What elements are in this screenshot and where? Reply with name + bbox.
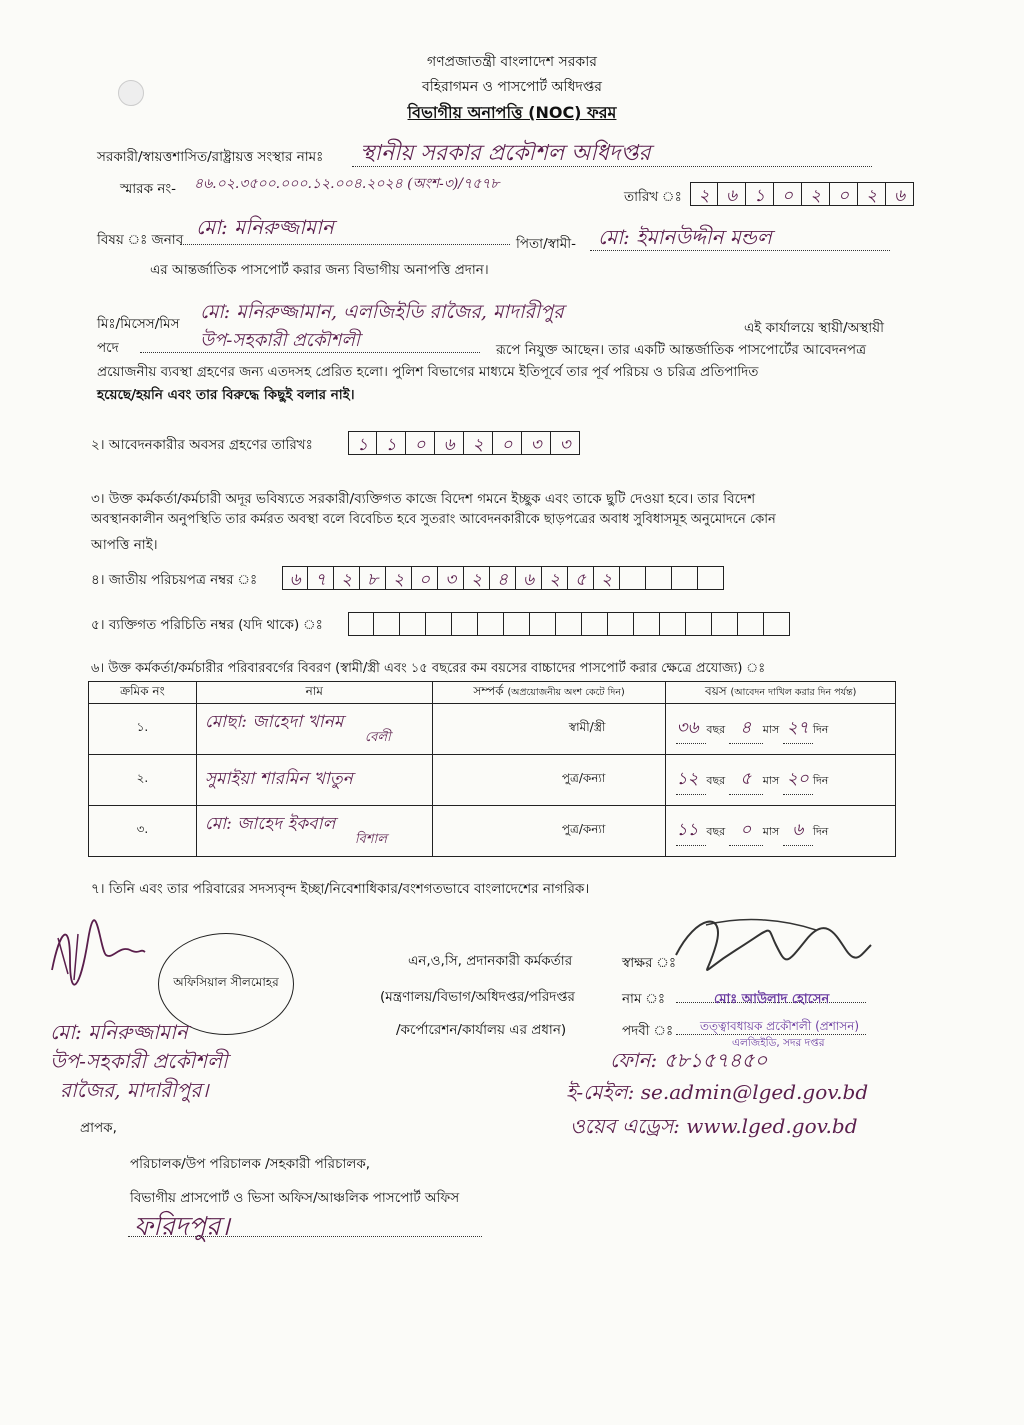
nid-digit: ৩: [438, 566, 464, 590]
date-digit: ৬: [718, 182, 746, 206]
row-age-cell: [666, 806, 896, 857]
pid-box: [712, 612, 738, 636]
retirement-digit: ১: [377, 431, 406, 455]
subject-name: মো: মনিরুজ্জামান: [196, 215, 334, 239]
para1-name: মো: মনিরুজ্জামান, এলজিইডি রাজৈর, মাদারীপুর: [200, 301, 564, 323]
unit-year: বছর: [706, 824, 726, 838]
retirement-digit: ৬: [435, 431, 464, 455]
recipient-office: ফরিদপুর।: [134, 1212, 230, 1242]
pid-box: [608, 612, 634, 636]
age-months: ০: [729, 817, 763, 846]
pid-box: [556, 612, 582, 636]
nid-digit: ৬: [282, 566, 308, 590]
item7-text: ৭। তিনি এবং তার পরিবারের সদস্যবৃন্দ ইচ্ছা/নিবেশাধিকার/বংশগতভাবে বাংলাদেশের নাগরিক।: [91, 881, 590, 897]
nid-digit: ৫: [568, 566, 594, 590]
row-serial: ২.: [89, 755, 197, 806]
item4-label: ৪। জাতীয় পরিচয়পত্র নম্বর ঃ: [91, 572, 258, 588]
row-relation-cell: [432, 704, 666, 755]
applicant-line1: মো: মনিরুজ্জামান: [50, 1020, 188, 1044]
item3-line2: অবস্থানকালীন অনুপস্থিতি তার কর্মরত অবস্থা বলে বিবেচিত হবে সুতরাং আবেদনকারীকে ছাড়পত্রের অবাধ সুবিধাসমূহ অনুমোদনে কোন: [91, 512, 776, 527]
retirement-digit: ২: [464, 431, 493, 455]
col-relation: [432, 682, 666, 704]
sign-label: স্বাক্ষর ঃ: [622, 955, 677, 971]
father-value: মো: ইমানউদ্দীন মন্ডল: [598, 225, 772, 249]
age-years: ১১: [676, 817, 706, 846]
nid-digit: [620, 566, 646, 590]
nid-digit: ৬: [516, 566, 542, 590]
col-relation-label: সম্পর্ক: [473, 683, 504, 698]
org-label: সরকারী/স্বায়ত্তশাসিত/রাষ্ট্রায়ত্ত সংস্থার নামঃ: [97, 149, 324, 165]
col-serial: ক্রমিক নং: [89, 682, 197, 704]
row-name-cell: [196, 755, 432, 806]
nid-digit: [672, 566, 698, 590]
col-age: [666, 682, 896, 704]
row-name: মো: জাহেদ ইকবাল: [204, 813, 336, 834]
row-age-cell: [666, 755, 896, 806]
age-months: ৪: [729, 715, 763, 744]
pid-box: [452, 612, 478, 636]
pid-box: [504, 612, 530, 636]
row-age-cell: [666, 704, 896, 755]
row-name-cell: [196, 806, 432, 857]
date-digit: ২: [690, 182, 718, 206]
unit-day: দিন: [812, 722, 829, 736]
pid-box: [426, 612, 452, 636]
officer-name: মোঃ আউলাদ হোসেন: [714, 992, 830, 1007]
org-dotline: [352, 166, 872, 167]
recipient-label: প্রাপক,: [80, 1120, 117, 1136]
memo-date-label: তারিখ ঃ: [624, 189, 682, 205]
para1-line3: প্রয়োজনীয় ব্যবস্থা গ্রহণের জন্য এতদসহ প্রেরিত হলো। পুলিশ বিভাগের মাধ্যমে ইতিপূর্বে তার পূর্ব পরিচয় ও চরিত্র প্রতিপাদিত: [97, 364, 759, 380]
col-relation-note: (অপ্রয়োজনীয় অংশ কেটে দিন): [507, 686, 625, 698]
name-label: নাম ঃ: [622, 991, 666, 1007]
unit-year: বছর: [706, 722, 726, 736]
row-name-cell: [196, 704, 432, 755]
row-relation: পুত্র/কন্যা: [561, 822, 606, 836]
date-digit: ১: [746, 182, 774, 206]
unit-month: মাস: [762, 722, 780, 736]
applicant-signature: [40, 910, 150, 1000]
date-digit: ২: [802, 182, 830, 206]
unit-year: বছর: [706, 773, 726, 787]
officer-web: ওয়েব এড্রেস: www.lged.gov.bd: [570, 1114, 858, 1138]
pid-box: [660, 612, 686, 636]
officer-email: ই-মেইল: se.admin@lged.gov.bd: [566, 1080, 869, 1104]
noc-officer-line2: (মন্ত্রণালয়/বিভাগ/অধিদপ্তর/পরিদপ্তর: [380, 989, 575, 1005]
pid-box: [374, 612, 400, 636]
row-name2: বিশাল: [354, 832, 387, 848]
unit-month: মাস: [762, 824, 780, 838]
officer-phone: ফোন: ৫৮১৫৭৪৫০: [610, 1048, 768, 1072]
nid-digit: ২: [386, 566, 412, 590]
pid-box: [634, 612, 660, 636]
father-dotline: [590, 250, 890, 251]
nid-digit: ৪: [490, 566, 516, 590]
retirement-digit: ১: [348, 431, 377, 455]
row-name: সুমাইয়া শারমিন খাতুন: [204, 769, 353, 789]
nid-digit: ২: [464, 566, 490, 590]
row-relation: পুত্র/কন্যা: [561, 771, 606, 785]
pid-box: [738, 612, 764, 636]
recipient-dotline: [128, 1236, 482, 1237]
pid-box: [582, 612, 608, 636]
item3-line1: ৩। উক্ত কর্মকর্তা/কর্মচারী অদূর ভবিষ্যতে সরকারী/ব্যক্তিগত কাজে বিদেশ গমনে ইচ্ছুক এবং তাকে ছুটি দেওয়া হবে। তার বিদেশ: [91, 491, 756, 507]
row-serial: ৩.: [89, 806, 197, 857]
age-days: ২৭: [783, 715, 813, 744]
item5-label: ৫। ব্যক্তিগত পরিচিতি নম্বর (যদি থাকে) ঃ: [91, 617, 323, 633]
nid-digit: [646, 566, 672, 590]
para1-post-label: পদে: [97, 340, 119, 356]
age-days: ২০: [783, 766, 813, 795]
para1-line2: রূপে নিযুক্ত আছেন। তার একটি আন্তর্জাতিক পাসপোর্টের আবেদনপত্র: [496, 342, 867, 358]
col-name: নাম: [196, 682, 432, 704]
para1-post-dotline: [140, 352, 480, 353]
row-relation-cell: [432, 806, 666, 857]
retirement-digit: ৩: [522, 431, 551, 455]
officer-post: তত্ত্বাবধায়ক প্রকৌশলী (প্রশাসন): [700, 1019, 860, 1033]
nid-digit: ২: [334, 566, 360, 590]
recipient-line2: বিভাগীয় প্রাসপোর্ট ও ভিসা অফিস/আঞ্চলিক পাসপোর্ট অফিস: [130, 1190, 460, 1206]
date-digit: ০: [774, 182, 802, 206]
para1-line4: হয়েছে/হয়নি এবং তার বিরুদ্ধে কিছুই বলার নাই।: [97, 387, 355, 403]
para1-post: উপ-সহকারী প্রকৌশলী: [200, 330, 360, 351]
unit-day: দিন: [812, 773, 829, 787]
row-serial: ১.: [89, 704, 197, 755]
pid-box: [478, 612, 504, 636]
pid-box: [348, 612, 374, 636]
row-name2: বেলী: [364, 730, 391, 746]
age-years: ৩৬: [676, 715, 706, 744]
age-months: ৫: [729, 766, 763, 795]
subject-label: বিষয় ঃ জনাব: [97, 232, 184, 248]
retirement-digit: ০: [406, 431, 435, 455]
header-line2: বহিরাগমন ও পাসপোর্ট অধিদপ্তর: [421, 79, 603, 95]
form-title: বিভাগীয় অনাপত্তি (NOC) ফরম: [407, 103, 617, 122]
pid-box: [764, 612, 790, 636]
row-relation: স্বামী/স্ত্রী: [568, 720, 606, 734]
post-label: পদবী ঃ: [622, 1023, 674, 1039]
retirement-date-boxes: [348, 431, 580, 455]
applicant-line2: উপ-সহকারী প্রকৌশলী: [50, 1049, 228, 1073]
unit-day: দিন: [812, 824, 829, 838]
nid-digit: ২: [542, 566, 568, 590]
nid-digit: ৭: [308, 566, 334, 590]
item2-label: ২। আবেদনকারীর অবসর গ্রহণের তারিখঃ: [91, 437, 313, 453]
date-digit: ৬: [886, 182, 914, 206]
unit-month: মাস: [762, 773, 780, 787]
item6-label: ৬। উক্ত কর্মকর্তা/কর্মচারীর পরিবারবর্গের বিবরণ (স্বামী/স্ত্রী এবং ১৫ বছরের কম বয়সের বাচ্চাদের পাসপোর্ট করার ক্ষেত্রে প্রযোজ্য) ঃ: [91, 661, 766, 676]
applicant-line3: রাজৈর, মাদারীপুর।: [60, 1078, 209, 1102]
recipient-line1: পরিচালক/উপ পরিচালক /সহকারী পরিচালক,: [130, 1156, 371, 1172]
date-digit: ২: [858, 182, 886, 206]
personal-id-boxes: [348, 612, 790, 636]
officer-post2: এলজিইডি, সদর দপ্তর: [732, 1037, 825, 1049]
pid-box: [400, 612, 426, 636]
memo-value: ৪৬.০২.৩৫০০.০০০.১২.০০৪.২০২৪ (অংশ-৩)/৭৫৭৮: [194, 176, 500, 192]
family-table: [88, 681, 896, 857]
age-years: ১২: [676, 766, 706, 795]
memo-label: স্মারক নং-: [120, 181, 177, 197]
pid-box: [530, 612, 556, 636]
retirement-digit: ৩: [551, 431, 580, 455]
nid-boxes: [282, 566, 724, 590]
memo-date-boxes: [690, 182, 914, 206]
row-name: মোছা: জাহেদা খানম: [204, 711, 344, 732]
header-line1: গণপ্রজাতন্ত্রী বাংলাদেশ সরকার: [427, 54, 597, 70]
table-row: [89, 704, 896, 755]
officer-signature: [666, 905, 876, 985]
nid-digit: ২: [594, 566, 620, 590]
date-digit: ০: [830, 182, 858, 206]
age-days: ৬: [783, 817, 813, 846]
nid-digit: ০: [412, 566, 438, 590]
noc-officer-line3: /কর্পোরেশন/কার্যালয় এর প্রধান): [396, 1022, 567, 1038]
family-table-header: [89, 682, 896, 704]
nid-digit: [698, 566, 724, 590]
nid-digit: ৮: [360, 566, 386, 590]
col-age-note: (আবেদন দাখিল করার দিন পর্যন্ত): [730, 686, 857, 698]
retirement-digit: ০: [493, 431, 522, 455]
org-value: স্থানীয় সরকার প্রকৌশল অধিদপ্তর: [360, 141, 651, 166]
pid-box: [686, 612, 712, 636]
punch-hole: [118, 80, 144, 106]
table-row: [89, 806, 896, 857]
subject-dotline: [180, 244, 510, 245]
noc-officer-line1: এন,ও,সি, প্রদানকারী কর্মকর্তার: [408, 953, 573, 969]
table-row: [89, 755, 896, 806]
para1-suffix: এই কার্যালয়ে স্থায়ী/অস্থায়ী: [744, 320, 884, 336]
para1-prefix: মিঃ/মিসেস/মিস: [97, 316, 180, 332]
col-age-label: বয়স: [705, 683, 727, 698]
item3-line3: আপত্তি নাই।: [91, 537, 158, 553]
subject-line2: এর আন্তর্জাতিক পাসপোর্ট করার জন্য বিভাগীয় অনাপত্তি প্রদান।: [150, 262, 489, 278]
seal-label: অফিসিয়াল সীলমোহর: [173, 975, 279, 989]
father-label: পিতা/স্বামী-: [516, 236, 576, 252]
row-relation-cell: [432, 755, 666, 806]
